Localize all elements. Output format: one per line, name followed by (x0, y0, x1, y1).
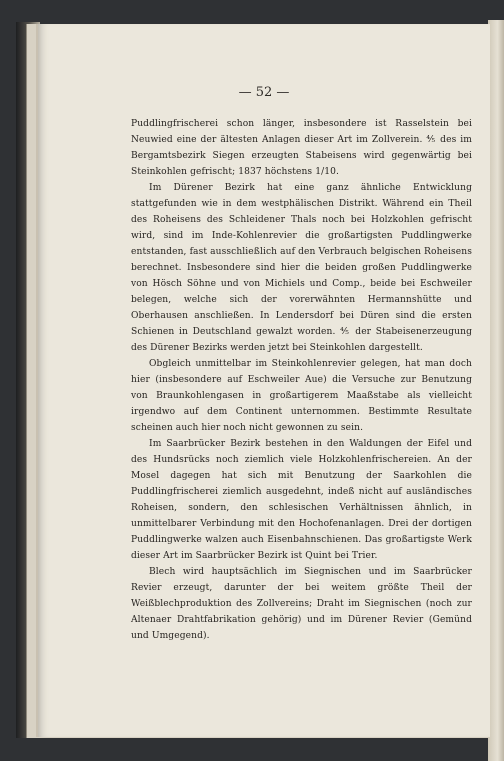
page-number: — 52 — (238, 85, 290, 100)
next-page-edge (488, 20, 504, 761)
paragraph-2: Im Dürener Bezirk hat eine ganz ähnliche Entwicklung stattgefunden wie in dem westphälischen Distrikt. Während ein Theil des Roheisens des Schleidener Thals noch bei Holzkohlen gefrischt wird, sind im Inde-Kohlenrevier die großartigsten Puddlingwerke entstanden, fast ausschließlich auf den Verbrauch belgischen Roheisens berechnet. Insbesondere sind hier die beiden großen Puddlingwerke von Hösch Söhne und von Michiels und Comp., beide bei Eschweiler belegen, welche sich der vorerwähnten Hermannshütte und Oberhausen anschließen. In Lendersdorf bei Düren sind die ersten Schienen in Deutschland gewalzt worden. ⅘ der Stabeisenerzeugung des Dürener Bezirks werden jetzt bei Steinkohlen dargestellt. (131, 183, 472, 353)
paragraph-4: Im Saarbrücker Bezirk bestehen in den Waldungen der Eifel und des Hundsrücks noch ziemlich viele Holzkohlenfrischereien. An der Mosel dagegen hat sich mit Benutzung der Saarkohlen die Puddlingfrischerei ziemlich ausgedehnt, indeß nicht auf ausländisches Roheisen, sondern, den schlesischen Verhältnissen ähnlich, in unmittelbarer Verbindung mit den Hochofenanlagen. Drei der dortigen Puddlingwerke walzen auch Eisenbahnschienen. Das großartigste Werk dieser Art im Saarbrücker Bezirk ist Quint bei Trier. (131, 439, 472, 561)
paragraph-1: Puddlingfrischerei schon länger, insbesondere ist Rasselstein bei Neuwied eine der ältesten Anlagen dieser Art im Zollverein. ⅘ des im Bergamtsbezirk Siegen erzeugten Stabeisens wird gegenwärtig bei Steinkohlen gefrischt; 1837 höchstens 1/10. (131, 119, 472, 177)
book-page (36, 24, 490, 737)
page-body-text (131, 116, 472, 644)
paragraph-3: Obgleich unmittelbar im Steinkohlenrevier gelegen, hat man doch hier (insbesondere auf Eschweiler Aue) die Versuche zur Benutzung von Braunkohlengasen in großartigerem Maaßstabe als vielleicht irgendwo auf dem Continent unternommen. Bestimmte Resultate scheinen auch hier noch nicht gewonnen zu sein. (131, 359, 472, 433)
paragraph-5: Blech wird hauptsächlich im Siegnischen und im Saarbrücker Revier erzeugt, darunter der bei weitem größte Theil der Weißblechproduktion des Zollvereins; Draht im Siegnischen (noch zur Altenaer Drahtfabrikation gehörig) und im Dürener Revier (Gemünd und Umgegend). (131, 567, 472, 641)
